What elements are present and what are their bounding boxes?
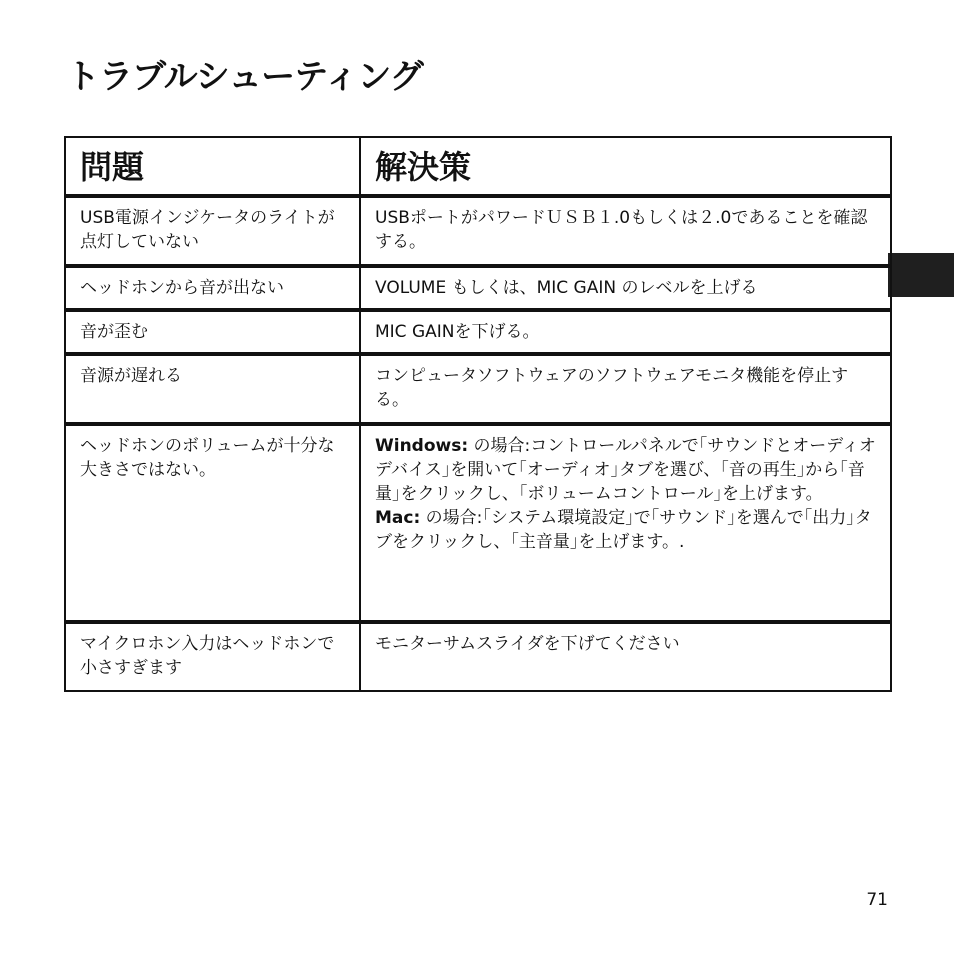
table-row bbox=[65, 310, 891, 354]
table-row bbox=[65, 266, 891, 310]
mac-instructions: の場合:｢システム環境設定｣で｢サウンド｣を選んで｢出力｣タブをクリックし、｢主音量｣を上げます。. bbox=[375, 508, 872, 552]
table-row bbox=[65, 196, 891, 266]
problem-cell: ヘッドホンから音が出ない bbox=[65, 266, 360, 310]
solution-cell: コンピュータソフトウェアのソフトウェアモニタ機能を停止する。 bbox=[360, 354, 891, 424]
problem-cell: マイクロホン入力はヘッドホンで小さすぎます bbox=[65, 622, 360, 691]
table-row bbox=[65, 424, 891, 622]
mac-label: Mac: bbox=[375, 508, 421, 528]
table-row bbox=[65, 354, 891, 424]
solution-cell: USBポートがパワードＵＳＢ１.0もしくは２.0であることを確認する。 bbox=[360, 196, 891, 266]
table-header-row bbox=[65, 137, 891, 196]
problem-cell: ヘッドホンのボリュームが十分な大きさではない。 bbox=[65, 424, 360, 622]
windows-instructions: の場合:コントロールパネルで｢サウンドとオーディオデバイス｣を開いて｢オーディオ｣タブを選び、｢音の再生｣から｢音量｣をクリックし、｢ボリュームコントロール｣を上げます。 bbox=[375, 436, 876, 504]
page-title: トラブルシューティング bbox=[66, 57, 423, 97]
table-row bbox=[65, 622, 891, 691]
problem-cell: USB電源インジケータのライトが点灯していない bbox=[65, 196, 360, 266]
page-number: 71 bbox=[866, 890, 888, 910]
column-header-solution: 解決策 bbox=[360, 137, 891, 196]
solution-cell: MIC GAINを下げる。 bbox=[360, 310, 891, 354]
solution-cell: モニターサムスライダを下げてください bbox=[360, 622, 891, 691]
windows-label: Windows: bbox=[375, 436, 469, 456]
column-header-problem: 問題 bbox=[65, 137, 360, 196]
solution-cell: VOLUME もしくは、MIC GAIN のレベルを上げる bbox=[360, 266, 891, 310]
section-tab-marker bbox=[888, 253, 954, 297]
troubleshooting-table bbox=[64, 136, 892, 692]
solution-cell bbox=[360, 424, 891, 622]
problem-cell: 音源が遅れる bbox=[65, 354, 360, 424]
problem-cell: 音が歪む bbox=[65, 310, 360, 354]
